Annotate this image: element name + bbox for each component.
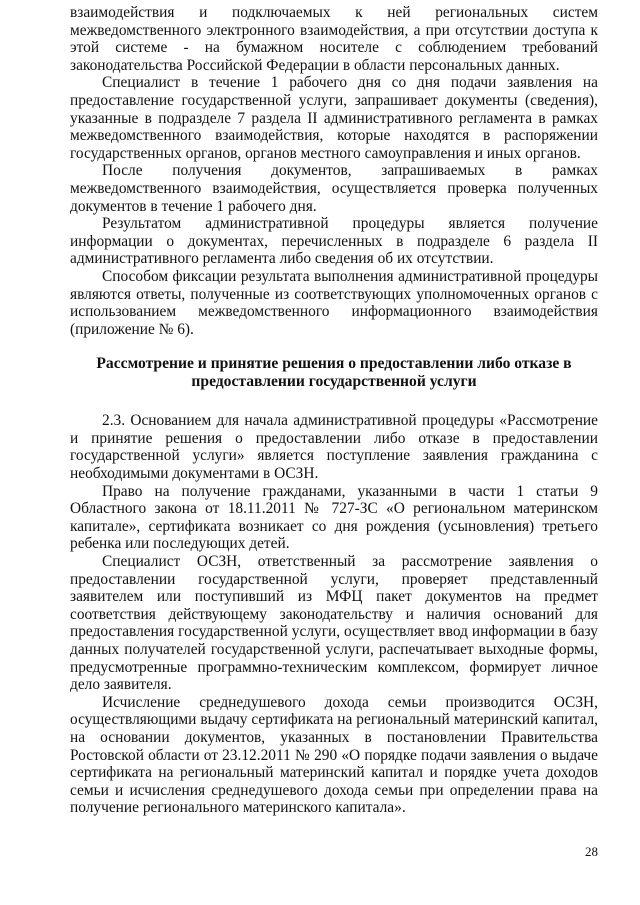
paragraph-interagency-request: Специалист в течение 1 рабочего дня со дня подачи заявления на предоставление государственной услуги, запрашивает документы (сведения), указанные в подразделе 7 раздела II административного регламента в рамках межведомственного взаимодействия, которые находятся в распоряжении государственных органов, органов местного самоуправления и иных органов. xyxy=(70,74,598,162)
paragraph-procedure-basis: 2.3. Основанием для начала административной процедуры «Рассмотрение и принятие решения о предоставлении либо отказе в предоставлении государственной услуги» является поступление заявления гражданина с необходимыми документами в ОСЗН. xyxy=(70,412,598,483)
section-spacer xyxy=(70,391,598,412)
paragraph-document-check: После получения документов, запрашиваемых в рамках межведомственного взаимодействия, осуществляется проверка полученных документов в течение 1 рабочего дня. xyxy=(70,162,598,215)
paragraph-continuation: взаимодействия и подключаемых к ней региональных систем межведомственного электронного взаимодействия, а при отсутствии доступа к этой системе - на бумажном носителе с соблюдением требований законодательства Российской Федерации в области персональных данных. xyxy=(70,4,598,74)
paragraph-specialist-review: Специалист ОСЗН, ответственный за рассмотрение заявления о предоставлении государственной услуги, проверяет представленный заявителем или поступивший из МФЦ пакет документов на предмет соответствия действующему законодательству и наличия оснований для предоставления государственной услуги, осуществляет ввод информации в базу данных получателей государственной услуги, распечатывает выходные формы, предусмотренные программно-техническим комплексом, формирует личное дело заявителя. xyxy=(70,553,598,694)
paragraph-income-calculation: Исчисление среднедушевого дохода семьи производится ОСЗН, осуществляющими выдачу сертификата на региональный материнский капитал, на основании документов, указанных в постановлении Правительства Ростовской области от 23.12.2011 № 290 «О порядке подачи заявления о выдаче сертификата на региональный материнский капитал и порядке учета доходов семьи и исчисления среднедушевого дохода семьи при определении права на получение регионального материнского капитала». xyxy=(70,693,598,817)
paragraph-certificate-right: Право на получение гражданами, указанными в части 1 статьи 9 Областного закона от 18.11.2011 № 727-ЗС «О региональном материнском капитале», сертификата возникает со дня рождения (усыновления) третьего ребенка или последующих детей. xyxy=(70,482,598,553)
page-number: 28 xyxy=(585,844,598,859)
paragraph-result-recording: Способом фиксации результата выполнения административной процедуры являются ответы, полученные из соответствующих уполномоченных органов с использованием межведомственного информационного взаимодействия (приложение № 6). xyxy=(70,267,598,338)
paragraph-procedure-result: Результатом административной процедуры является получение информации о документах, перечисленных в подразделе 6 раздела II административного регламента либо сведения об их отсутствии. xyxy=(70,215,598,268)
section-heading: Рассмотрение и принятие решения о предоставлении либо отказе в предоставлении государственной услуги xyxy=(96,355,572,391)
